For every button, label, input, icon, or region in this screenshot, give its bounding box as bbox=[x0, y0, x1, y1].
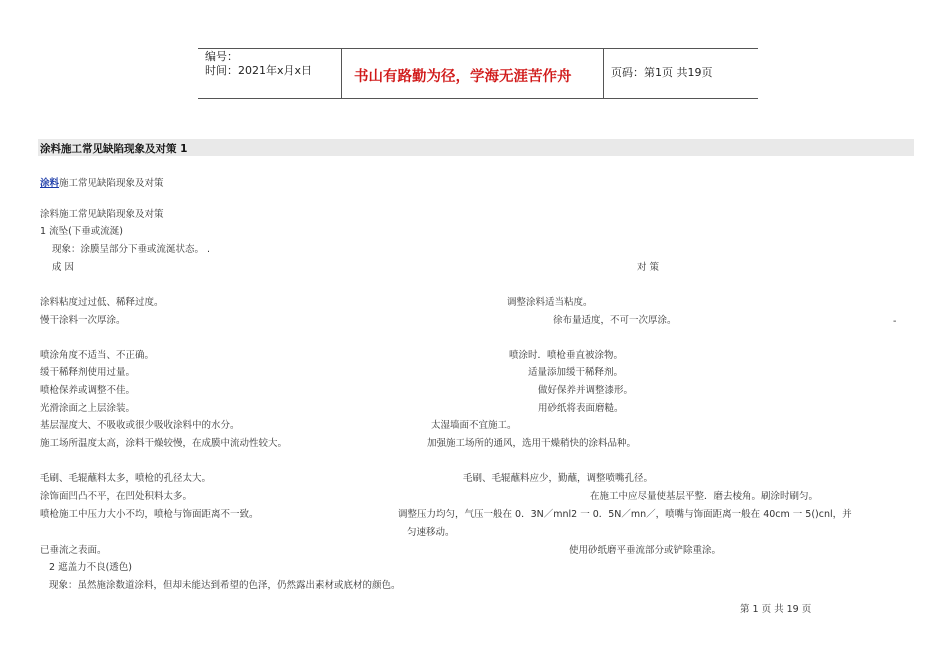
measure-text: 调整涂料适当粘度。 bbox=[507, 297, 593, 308]
page-indicator: 页码：第1页 共19页 bbox=[611, 66, 713, 79]
coating-link[interactable]: 涂料 bbox=[40, 178, 60, 189]
page-title: 涂料施工常见缺陷现象及对策 1 bbox=[40, 143, 188, 155]
cause-text: 喷枪施工中压力大小不均，喷枪与饰面距离不一致。 bbox=[40, 509, 259, 520]
cause-text: 涂料粘度过过低、稀释过度。 bbox=[40, 297, 164, 308]
measure-text-continued: 匀速移动。 bbox=[407, 527, 455, 538]
cause-text: 基层湿度大、不吸收或很少吸收涂料中的水分。 bbox=[40, 420, 240, 431]
measure-text: 太湿墙面不宜施工。 bbox=[431, 420, 517, 431]
measure-column-header: 对 策 bbox=[637, 262, 660, 273]
measure-text: 做好保养并调整漆形。 bbox=[538, 385, 634, 396]
header-motto: 书山有路勤为径，学海无涯苦作舟 bbox=[354, 68, 572, 85]
doc-time-label: 时间：2021年x月x日 bbox=[205, 64, 313, 77]
section-heading: 1 流坠(下垂或流涎) bbox=[40, 226, 123, 237]
header-divider bbox=[341, 49, 342, 98]
cause-column-header: 成 因 bbox=[52, 262, 75, 273]
cause-text: 喷涂角度不适当、不正确。 bbox=[40, 350, 155, 361]
doc-number-label: 编号： bbox=[205, 50, 238, 63]
section-heading: 2 遮盖力不良(透色) bbox=[49, 562, 132, 573]
cause-text: 毛刷、毛辊蘸料太多，喷枪的孔径太大。 bbox=[40, 473, 212, 484]
measure-text: 在施工中应尽量使基层平整．磨去棱角。刷涂时刷匀。 bbox=[590, 491, 819, 502]
intro-line bbox=[40, 178, 164, 190]
measure-text: 加强施工场所的通风，选用干燥稍快的涂料品种。 bbox=[427, 438, 637, 449]
measure-text: 喷涂时．喷枪垂直被涂物。 bbox=[509, 350, 624, 361]
tick-mark: - bbox=[893, 316, 897, 327]
measure-text: 使用砂纸磨平垂流部分或铲除重涂。 bbox=[569, 545, 722, 556]
cause-text: 缓干稀释剂使用过量。 bbox=[40, 367, 136, 378]
intro-line-rest: 施工常见缺陷现象及对策 bbox=[59, 178, 164, 189]
measure-text: 徐布量适度，不可一次厚涂。 bbox=[553, 315, 677, 326]
cause-text: 喷枪保养或调整不佳。 bbox=[40, 385, 136, 396]
phenomenon-text: 现象：涂膜呈部分下垂或流涎状态。 . bbox=[52, 244, 211, 255]
subtitle: 涂料施工常见缺陷现象及对策 bbox=[40, 209, 164, 220]
measure-text: 用砂纸将表面磨糙。 bbox=[538, 403, 624, 414]
cause-text: 慢干涂料一次厚涂。 bbox=[40, 315, 126, 326]
measure-text: 毛刷、毛辊蘸料应少，勤蘸，调整喷嘴孔径。 bbox=[463, 473, 654, 484]
header-divider bbox=[603, 49, 604, 98]
measure-text: 适量添加缓干稀释剂。 bbox=[528, 367, 624, 378]
cause-text: 施工场所温度太高，涂料干燥较慢，在成膜中流动性较大。 bbox=[40, 438, 288, 449]
phenomenon-text: 现象：虽然施涂数道涂料，但却未能达到希望的色泽，仍然露出素材或底材的颜色。 bbox=[49, 580, 401, 591]
cause-text: 光滑涂面之上层涂装。 bbox=[40, 403, 136, 414]
page-footer: 第 1 页 共 19 页 bbox=[740, 604, 812, 615]
measure-text: 调整压力均匀，气压一般在 0．3N／mnl2 一 0．5N／mn／，喷嘴与饰面距离一般在 40cm 一 5()cnl，并 bbox=[398, 509, 852, 520]
cause-text: 已垂流之表面。 bbox=[40, 545, 107, 556]
cause-text: 涂饰面凹凸不平，在凹处积料太多。 bbox=[40, 491, 193, 502]
